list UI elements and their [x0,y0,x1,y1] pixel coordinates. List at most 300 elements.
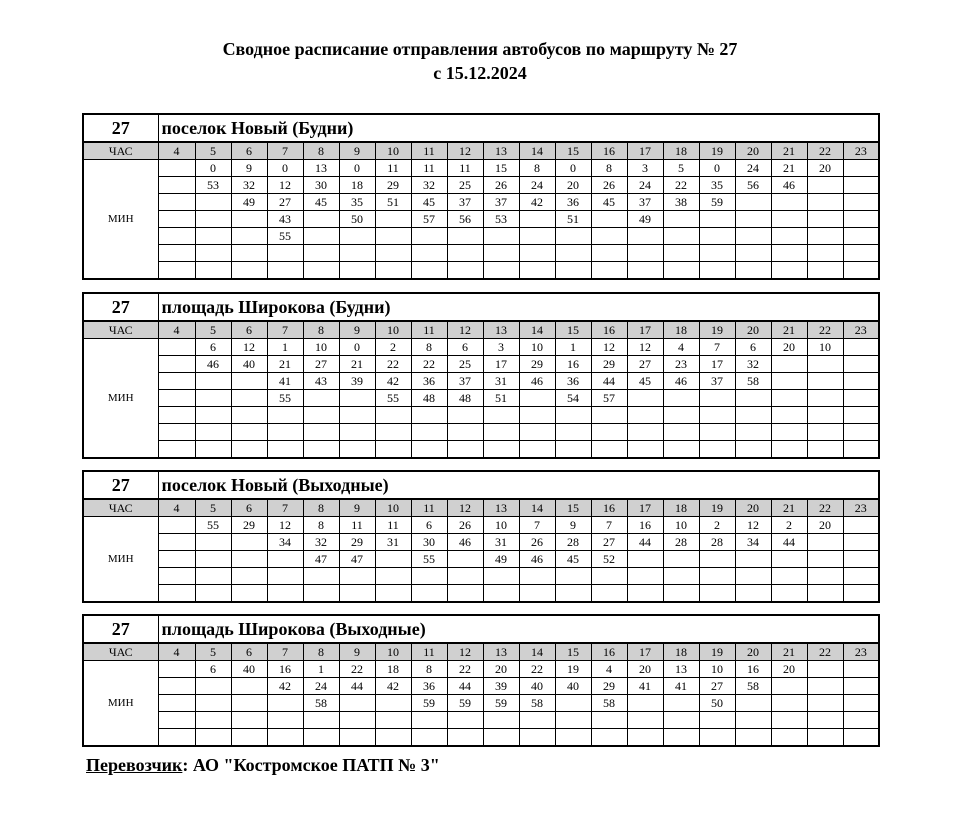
minute-cell [735,441,771,459]
minute-cell: 44 [447,678,483,695]
minute-cell: 51 [555,211,591,228]
minute-cell [231,678,267,695]
minute-cell: 27 [699,678,735,695]
minute-cell: 44 [627,534,663,551]
minute-cell [483,441,519,459]
minute-cell [231,424,267,441]
minute-cell [771,729,807,747]
minute-cell [555,228,591,245]
minute-cell: 20 [483,661,519,678]
minute-cell [555,729,591,747]
minute-cell [447,262,483,280]
minute-cell [807,228,843,245]
minute-cell: 59 [411,695,447,712]
minute-cell [158,568,195,585]
minute-cell [627,262,663,280]
minute-cell [807,177,843,194]
minute-cell [339,407,375,424]
minute-cell: 42 [267,678,303,695]
minute-cell: 55 [375,390,411,407]
minute-cell: 27 [267,194,303,211]
minute-cell: 20 [807,517,843,534]
minute-cell [267,695,303,712]
minute-cell [735,194,771,211]
hour-cell: 16 [591,321,627,339]
minute-cell: 12 [627,339,663,356]
minute-cell: 50 [339,211,375,228]
minute-cell: 1 [555,339,591,356]
minute-cell [735,262,771,280]
minute-cell: 31 [375,534,411,551]
minute-cell: 6 [735,339,771,356]
minute-cell [411,712,447,729]
minute-cell: 22 [375,356,411,373]
minute-cell [663,262,699,280]
minute-cell [843,534,879,551]
minute-cell [339,712,375,729]
minute-cell [447,424,483,441]
minute-cell: 40 [519,678,555,695]
minute-cell [411,568,447,585]
minute-cell: 15 [483,160,519,177]
minute-cell [591,407,627,424]
stop-name: поселок Новый (Выходные) [158,471,879,499]
hour-cell: 18 [663,643,699,661]
minute-cell [843,441,879,459]
minute-cell [303,211,339,228]
minute-cell: 40 [231,356,267,373]
minute-cell: 39 [483,678,519,695]
minute-cell [843,228,879,245]
minute-cell: 2 [375,339,411,356]
minutes-label: МИН [83,661,158,747]
minute-cell [735,245,771,262]
minute-cell [555,262,591,280]
minute-cell: 30 [411,534,447,551]
minute-cell [231,695,267,712]
schedule-table [82,292,880,459]
minute-cell [339,390,375,407]
minute-cell: 49 [627,211,663,228]
hour-cell: 12 [447,321,483,339]
minute-cell: 21 [267,356,303,373]
minute-cell: 29 [375,177,411,194]
minute-cell: 26 [483,177,519,194]
minute-cell [843,390,879,407]
hour-cell: 12 [447,643,483,661]
minute-cell [807,678,843,695]
minute-cell: 12 [231,339,267,356]
minute-cell [843,568,879,585]
stop-name: площадь Широкова (Выходные) [158,615,879,643]
minute-cell [807,534,843,551]
minute-cell: 58 [591,695,627,712]
minute-cell [555,424,591,441]
minute-cell: 44 [771,534,807,551]
minute-cell: 43 [303,373,339,390]
minute-cell: 26 [591,177,627,194]
minute-cell [555,245,591,262]
minute-cell [771,678,807,695]
hour-cell: 22 [807,643,843,661]
minute-cell [771,356,807,373]
minute-cell [158,712,195,729]
hour-cell: 23 [843,321,879,339]
minute-cell [699,262,735,280]
minute-cell [483,585,519,603]
minute-cell [339,568,375,585]
minute-cell: 49 [483,551,519,568]
hour-cell: 23 [843,142,879,160]
minute-cell: 55 [267,228,303,245]
minute-cell [519,245,555,262]
minute-cell: 31 [483,373,519,390]
minute-cell [771,211,807,228]
hour-cell: 16 [591,643,627,661]
minute-cell [267,424,303,441]
minute-cell: 8 [591,160,627,177]
minute-cell [735,407,771,424]
minute-cell [519,424,555,441]
hour-cell: 13 [483,142,519,160]
minute-cell [519,407,555,424]
minute-cell [663,568,699,585]
minute-cell [483,245,519,262]
minute-cell [807,245,843,262]
hour-cell: 21 [771,321,807,339]
hour-cell: 4 [158,142,195,160]
minute-cell: 37 [699,373,735,390]
minute-cell: 37 [627,194,663,211]
minute-cell [375,228,411,245]
minute-cell: 40 [231,661,267,678]
minute-cell [267,729,303,747]
minute-cell: 12 [591,339,627,356]
minute-cell [771,194,807,211]
minute-cell [303,729,339,747]
hour-cell: 14 [519,142,555,160]
hour-cell: 10 [375,142,411,160]
minute-cell: 28 [663,534,699,551]
minute-cell: 0 [699,160,735,177]
minute-cell: 50 [699,695,735,712]
hour-cell: 16 [591,142,627,160]
minute-cell: 21 [339,356,375,373]
minute-cell [807,712,843,729]
minute-cell [843,211,879,228]
hour-cell: 7 [267,643,303,661]
minute-cell: 3 [483,339,519,356]
minute-cell [627,568,663,585]
minutes-row [83,729,879,747]
hour-cell: 9 [339,499,375,517]
minute-cell: 45 [303,194,339,211]
minute-cell [411,228,447,245]
minute-cell: 46 [519,373,555,390]
hour-cell: 5 [195,499,231,517]
minute-cell: 59 [447,695,483,712]
hour-cell: 17 [627,499,663,517]
stop-name: поселок Новый (Будни) [158,114,879,142]
minute-cell [267,568,303,585]
minute-cell [627,407,663,424]
minute-cell [735,712,771,729]
hour-label: ЧАС [83,321,158,339]
route-number: 27 [83,293,158,321]
minute-cell [411,245,447,262]
minute-cell: 17 [483,356,519,373]
minute-cell: 46 [771,177,807,194]
minute-cell: 36 [555,373,591,390]
hour-cell: 20 [735,321,771,339]
minute-cell [375,729,411,747]
minute-cell [158,356,195,373]
minute-cell: 25 [447,177,483,194]
minute-cell: 0 [339,339,375,356]
minute-cell [807,390,843,407]
minute-cell [339,585,375,603]
minute-cell [375,262,411,280]
minute-cell [807,568,843,585]
hour-cell: 6 [231,643,267,661]
minutes-row [83,177,879,194]
minute-cell [375,585,411,603]
minute-cell [339,695,375,712]
minute-cell: 20 [807,160,843,177]
minute-cell [267,407,303,424]
minute-cell [231,441,267,459]
minute-cell [195,678,231,695]
minute-cell [231,585,267,603]
minute-cell: 13 [303,160,339,177]
route-number: 27 [83,615,158,643]
minute-cell: 56 [735,177,771,194]
minute-cell [843,585,879,603]
minutes-row [83,356,879,373]
minute-cell [195,568,231,585]
minute-cell [339,729,375,747]
minutes-row [83,245,879,262]
hour-cell: 15 [555,499,591,517]
route-number: 27 [83,114,158,142]
minutes-row [83,517,879,534]
minute-cell [591,424,627,441]
minute-cell [339,262,375,280]
page-subtitle-date: с 15.12.2024 [433,63,527,83]
hour-cell: 19 [699,643,735,661]
minute-cell [807,373,843,390]
minute-cell [771,424,807,441]
minute-cell: 11 [375,517,411,534]
minute-cell [843,177,879,194]
minute-cell: 12 [267,517,303,534]
hour-cell: 8 [303,643,339,661]
minute-cell: 32 [735,356,771,373]
minute-cell [158,729,195,747]
minute-cell [555,712,591,729]
hour-cell: 23 [843,499,879,517]
hour-cell: 21 [771,643,807,661]
hour-cell: 21 [771,142,807,160]
minute-cell [447,407,483,424]
hour-cell: 14 [519,321,555,339]
minute-cell [663,228,699,245]
minute-cell [195,424,231,441]
minute-cell: 58 [735,373,771,390]
minute-cell [375,407,411,424]
minute-cell [771,228,807,245]
minute-cell: 43 [267,211,303,228]
minute-cell [663,551,699,568]
minutes-row [83,441,879,459]
minute-cell: 42 [375,373,411,390]
minute-cell: 36 [411,678,447,695]
minute-cell: 29 [591,356,627,373]
minute-cell [663,712,699,729]
minute-cell [807,211,843,228]
minute-cell: 41 [663,678,699,695]
hour-cell: 18 [663,142,699,160]
minute-cell [735,228,771,245]
minute-cell: 10 [303,339,339,356]
minute-cell [627,245,663,262]
hour-cell: 9 [339,321,375,339]
minute-cell [843,678,879,695]
minute-cell [158,424,195,441]
minute-cell [627,585,663,603]
minutes-row [83,262,879,280]
hour-cell: 20 [735,142,771,160]
hour-cell: 11 [411,142,447,160]
minutes-row [83,678,879,695]
minute-cell: 56 [447,211,483,228]
minute-cell [303,441,339,459]
minutes-row [83,211,879,228]
minute-cell [158,194,195,211]
hour-cell: 12 [447,142,483,160]
minutes-label: МИН [83,160,158,280]
minute-cell: 9 [555,517,591,534]
minute-cell: 19 [555,661,591,678]
minute-cell: 58 [519,695,555,712]
minute-cell [231,534,267,551]
minute-cell [158,228,195,245]
minute-cell [627,441,663,459]
minute-cell: 49 [231,194,267,211]
minute-cell: 44 [339,678,375,695]
hour-cell: 11 [411,643,447,661]
minute-cell [411,441,447,459]
minute-cell [555,585,591,603]
minute-cell [158,661,195,678]
minute-cell [447,551,483,568]
minute-cell [375,245,411,262]
minute-cell [699,729,735,747]
minute-cell [843,551,879,568]
minute-cell [699,712,735,729]
minute-cell: 4 [663,339,699,356]
minutes-row [83,194,879,211]
minute-cell [591,568,627,585]
minute-cell [411,262,447,280]
minute-cell: 7 [591,517,627,534]
minute-cell [735,695,771,712]
minute-cell [771,373,807,390]
hour-cell: 8 [303,142,339,160]
minute-cell [627,695,663,712]
minutes-label: МИН [83,517,158,603]
minute-cell [591,441,627,459]
minute-cell: 47 [339,551,375,568]
hour-cell: 6 [231,499,267,517]
minute-cell [591,262,627,280]
minute-cell: 10 [807,339,843,356]
minute-cell [158,407,195,424]
hour-cell: 4 [158,643,195,661]
minute-cell: 45 [591,194,627,211]
minute-cell: 42 [375,678,411,695]
minute-cell [231,211,267,228]
minute-cell [447,712,483,729]
minute-cell: 0 [555,160,591,177]
minute-cell: 16 [267,661,303,678]
carrier-name: : АО "Костромское ПАТП № 3" [182,755,440,775]
minute-cell [663,729,699,747]
hour-cell: 17 [627,643,663,661]
minute-cell [519,729,555,747]
minute-cell: 29 [591,678,627,695]
minutes-row [83,661,879,678]
minute-cell [591,585,627,603]
minute-cell [375,712,411,729]
hour-cell: 14 [519,643,555,661]
minute-cell [663,585,699,603]
minute-cell [267,262,303,280]
minute-cell: 29 [339,534,375,551]
hour-cell: 13 [483,321,519,339]
minute-cell [195,245,231,262]
minute-cell [195,211,231,228]
minute-cell [195,407,231,424]
minute-cell: 46 [447,534,483,551]
minute-cell: 13 [663,661,699,678]
minute-cell [447,568,483,585]
minute-cell [555,441,591,459]
minute-cell [591,712,627,729]
minute-cell: 32 [303,534,339,551]
minute-cell: 46 [195,356,231,373]
hour-cell: 5 [195,643,231,661]
hour-cell: 6 [231,321,267,339]
minute-cell [375,441,411,459]
minute-cell [771,712,807,729]
minute-cell [411,585,447,603]
minute-cell [339,424,375,441]
minute-cell: 24 [303,678,339,695]
minute-cell [303,262,339,280]
minute-cell: 1 [303,661,339,678]
minute-cell [519,390,555,407]
minute-cell [627,390,663,407]
minute-cell [771,407,807,424]
minute-cell [158,585,195,603]
hour-cell: 5 [195,321,231,339]
minute-cell: 59 [483,695,519,712]
hour-cell: 19 [699,142,735,160]
schedule-table [82,614,880,747]
hour-cell: 13 [483,499,519,517]
minute-cell: 22 [519,661,555,678]
